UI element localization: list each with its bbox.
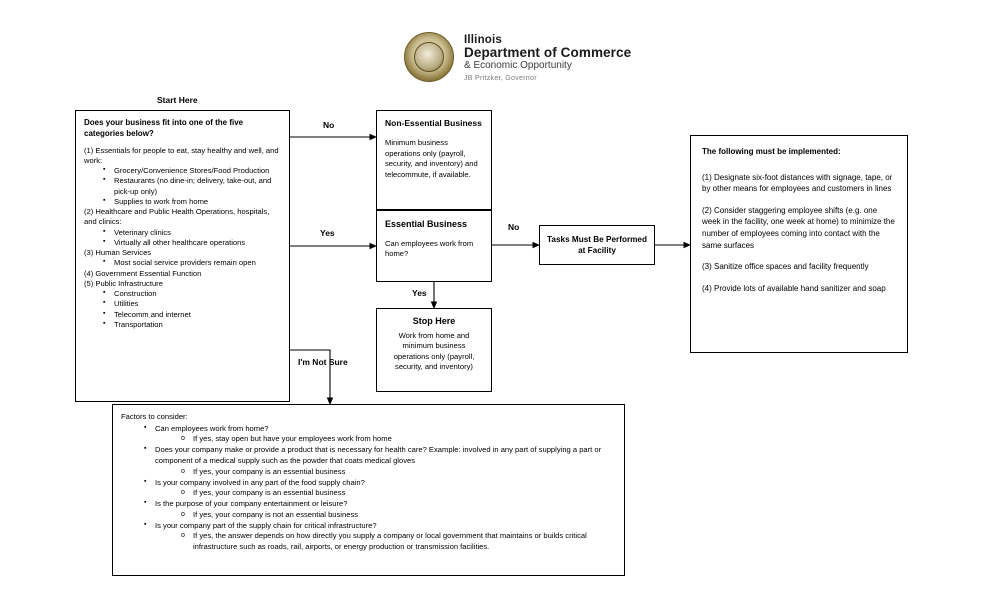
non-essential-title: Non-Essential Business bbox=[385, 118, 482, 128]
start-category-items bbox=[84, 166, 281, 207]
agency-state-name: Illinois bbox=[464, 34, 503, 46]
start-category: (1) Essentials for people to eat, stay healthy and well, and work: bbox=[84, 145, 279, 165]
essential-body: Can employees work from home? bbox=[385, 238, 474, 259]
stop-here-box bbox=[376, 308, 492, 392]
factor-text: Does your company make or provide a product that is necessary for health care? Example: involved in any part of supplying a part or component of a medical supply such as the powder that coats medical gloves bbox=[155, 445, 602, 465]
requirement-item: (1) Designate six-foot distances with signage, tape, or by other means for employees and customers in lines bbox=[702, 172, 893, 194]
list-item: ▪ Grocery/Convenience Stores/Food Production bbox=[114, 166, 281, 176]
governor-name: JB Pritzker, Governor bbox=[464, 74, 537, 82]
start-category-items bbox=[84, 289, 281, 330]
list-item: ▪ Telecomm and internet bbox=[114, 310, 281, 320]
factor-item bbox=[155, 478, 616, 500]
factor-sub-item: o If yes, your company is an essential business bbox=[193, 488, 616, 499]
start-category: (3) Human Services bbox=[84, 248, 152, 258]
factor-text: Is your company involved in any part of the food supply chain? bbox=[155, 477, 365, 487]
factors-box bbox=[112, 404, 625, 576]
agency-subname: & Economic Opportunity bbox=[464, 60, 572, 72]
factor-sub-list bbox=[155, 488, 616, 499]
non-essential-business-box bbox=[376, 110, 492, 210]
list-item: ▪ Restaurants (no dine-in; delivery, take-out, and pick-up only) bbox=[114, 176, 281, 197]
start-question-text: Does your business fit into one of the five categories below? bbox=[84, 118, 244, 138]
start-category: (4) Government Essential Function bbox=[84, 268, 202, 278]
edge-label-yes-down: Yes bbox=[412, 288, 427, 298]
illinois-state-seal-icon bbox=[404, 32, 454, 82]
list-item: ▪ Veterinary clinics bbox=[114, 228, 281, 238]
start-category-items bbox=[84, 258, 281, 268]
tasks-at-facility-box bbox=[539, 225, 655, 265]
requirement-item: (2) Consider staggering employee shifts (e.g. one week in the facility, one week at home) to minimize the number of employees coming into contact with the same surfaces bbox=[702, 205, 895, 250]
factor-item bbox=[155, 445, 616, 477]
factor-text: Is your company part of the supply chain for critical infrastructure? bbox=[155, 520, 377, 530]
factor-sub-list bbox=[155, 531, 616, 553]
essential-business-box bbox=[376, 210, 492, 282]
requirement-item: (3) Sanitize office spaces and facility frequently bbox=[702, 262, 869, 272]
factor-sub-list bbox=[155, 510, 616, 521]
edge-label-no-right: No bbox=[508, 222, 520, 232]
list-item: ▪ Virtually all other healthcare operations bbox=[114, 238, 281, 248]
requirements-heading: The following must be implemented: bbox=[702, 147, 841, 156]
edge-label-not-sure: I'm Not Sure bbox=[298, 357, 348, 367]
factors-list bbox=[121, 424, 616, 553]
factor-item bbox=[155, 499, 616, 521]
factor-sub-item: o If yes, the answer depends on how directly you supply a company or local government that maintains or builds critical infrastructure such as roads, rail, airports, or energy production or transmission facilities. bbox=[193, 531, 616, 553]
factor-item bbox=[155, 521, 616, 553]
edge-label-yes-middle: Yes bbox=[320, 228, 335, 238]
list-item: ▪ Supplies to work from home bbox=[114, 197, 281, 207]
factor-sub-item: o If yes, stay open but have your employees work from home bbox=[193, 434, 616, 445]
requirements-box bbox=[690, 135, 908, 353]
factors-title: Factors to consider: bbox=[121, 412, 188, 421]
list-item: ▪ Utilities bbox=[114, 299, 281, 309]
stop-body: Work from home and minimum business operations only (payroll, security, and inventory) bbox=[393, 330, 475, 372]
header-branding bbox=[404, 32, 664, 94]
edge-label-no-top: No bbox=[323, 120, 335, 130]
agency-name: Department of Commerce bbox=[464, 45, 632, 61]
requirement-item: (4) Provide lots of available hand sanitizer and soap bbox=[702, 283, 886, 293]
factor-item bbox=[155, 424, 616, 446]
start-category-items bbox=[84, 228, 281, 249]
start-here-label: Start Here bbox=[157, 95, 198, 105]
list-item: ▪ Transportation bbox=[114, 320, 281, 330]
non-essential-body: Minimum business operations only (payroll, security, and inventory) and telecommute, if available. bbox=[385, 137, 478, 179]
start-category-list bbox=[84, 146, 281, 331]
wordmark bbox=[464, 32, 631, 82]
start-category: (5) Public Infrastructure bbox=[84, 278, 163, 288]
start-question-box bbox=[75, 110, 290, 402]
factor-sub-item: o If yes, your company is not an essential business bbox=[193, 510, 616, 521]
list-item: ▪ Most social service providers remain open bbox=[114, 258, 281, 268]
factor-text: Can employees work from home? bbox=[155, 423, 269, 433]
factor-text: Is the purpose of your company entertainment or leisure? bbox=[155, 499, 348, 509]
factor-sub-list bbox=[155, 434, 616, 445]
start-category: (2) Healthcare and Public Health Operations, hospitals, and clinics: bbox=[84, 207, 270, 227]
tasks-title: Tasks Must Be Performed at Facility bbox=[547, 234, 647, 255]
essential-title: Essential Business bbox=[385, 219, 468, 229]
list-item: ▪ Construction bbox=[114, 289, 281, 299]
requirements-list bbox=[702, 172, 896, 295]
stop-title: Stop Here bbox=[412, 316, 456, 326]
factor-sub-item: o If yes, your company is an essential business bbox=[193, 467, 616, 478]
factor-sub-list bbox=[155, 467, 616, 478]
